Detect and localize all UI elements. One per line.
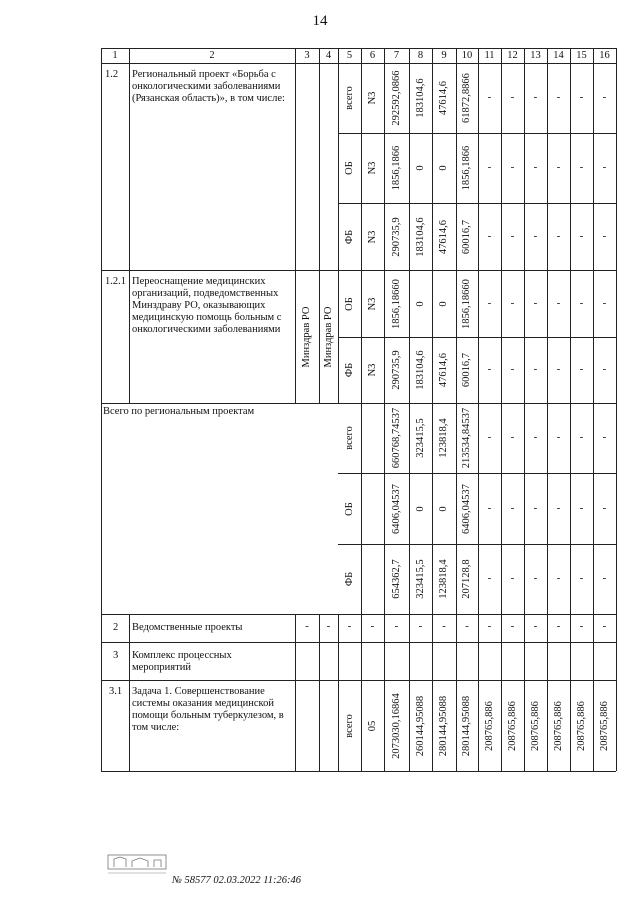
dash-cell: - — [510, 296, 515, 309]
dash-cell: - — [418, 620, 423, 632]
column-header-13: 13 — [530, 50, 541, 61]
table-top-border — [101, 48, 616, 49]
cell-c8: 0 — [414, 505, 426, 512]
dash-cell: - — [533, 431, 538, 443]
column-header-7: 7 — [393, 50, 400, 61]
dash-cell: - — [579, 296, 584, 309]
dash-cell: - — [442, 620, 446, 632]
cell-c7: 290735,9 — [390, 350, 402, 390]
cell-c7: 290735,9 — [390, 216, 402, 257]
dash-cell: - — [556, 431, 561, 443]
cell-c7: 1856,1866 — [390, 145, 402, 191]
cell-c6: 05 — [366, 720, 378, 731]
cell-c6: N3 — [366, 297, 378, 310]
dash-cell: - — [487, 229, 492, 242]
dash-cell: - — [579, 620, 584, 632]
cell-c9: 0 — [438, 505, 449, 512]
cell-c7: 6406,04537 — [390, 483, 402, 534]
dash-cell: - — [510, 501, 515, 514]
dash-cell: - — [347, 620, 352, 632]
row-border — [101, 270, 616, 271]
cell-c6: N3 — [366, 91, 378, 105]
row-number: 1.2 — [105, 69, 119, 80]
dash-cell: - — [556, 363, 561, 375]
cell-c12: 208765,886 — [506, 700, 518, 751]
column-header-14: 14 — [553, 50, 564, 61]
cell-c8: 183104,6 — [414, 216, 426, 257]
cell-c14: 208765,886 — [552, 700, 564, 751]
dash-cell: - — [602, 229, 607, 242]
column-header-6: 6 — [369, 50, 376, 61]
dash-cell: - — [510, 572, 515, 584]
cell-c8: 323415,5 — [414, 418, 426, 458]
column-header-10: 10 — [461, 50, 473, 61]
dash-cell: - — [533, 229, 538, 242]
registration-footer: № 58577 02.03.2022 11:26:46 — [172, 875, 301, 886]
column-header-8: 8 — [417, 50, 424, 61]
column-header-12: 12 — [507, 50, 518, 61]
dash-cell: - — [602, 572, 607, 584]
dash-cell: - — [510, 363, 515, 375]
dash-cell: - — [602, 296, 607, 309]
dash-cell: - — [533, 572, 538, 584]
dash-cell: - — [579, 161, 584, 173]
cell-c10: 280144,95088 — [461, 695, 472, 756]
column-border — [456, 48, 457, 771]
dash-cell: - — [487, 296, 492, 309]
column-header-9: 9 — [441, 50, 447, 61]
column-header-11: 11 — [484, 50, 495, 61]
cell-c8: 260144,95088 — [414, 695, 426, 756]
column-border — [570, 48, 571, 771]
header-bottom-border — [101, 63, 616, 64]
row-number: 1.2.1 — [105, 276, 126, 287]
dash-cell: - — [579, 501, 584, 514]
cell-c6: N3 — [366, 230, 378, 243]
dash-cell: - — [579, 91, 584, 103]
row-title: Задача 1. Совершенствование системы оказания медицинской помощи больным туберкулезом, в том числе: — [132, 686, 284, 733]
column-border — [501, 48, 502, 771]
cell-c7: 292592,0866 — [390, 70, 402, 126]
dash-cell: - — [602, 91, 607, 103]
dash-cell: - — [533, 620, 538, 632]
dash-cell: - — [556, 572, 561, 584]
row-title: Переоснащение медицинских организаций, подведомственных Минздраву РО, оказывающих медицинскую помощь больным с онкологическими заболеваниями — [132, 276, 282, 335]
dash-cell: - — [579, 431, 584, 443]
column-border — [616, 48, 617, 771]
cell-c13: 208765,886 — [529, 700, 541, 751]
cell-c10: 60016,7 — [461, 219, 472, 254]
dash-cell: - — [326, 620, 331, 632]
dash-cell: - — [602, 363, 607, 375]
column-border — [432, 48, 433, 771]
dash-cell: - — [579, 363, 584, 375]
dash-cell: - — [487, 363, 492, 375]
cell-c7: 654362,7 — [390, 559, 402, 599]
column-border — [295, 614, 296, 771]
column-border — [319, 48, 320, 403]
dash-cell: - — [487, 161, 492, 173]
dash-cell: - — [579, 572, 584, 584]
cell-c7: 1856,18660 — [390, 278, 402, 329]
cell-c10: 207128,8 — [461, 559, 472, 599]
dash-cell: - — [533, 91, 538, 103]
cell-c5: всего — [343, 86, 355, 110]
cell-c8: 183104,6 — [414, 350, 426, 390]
column-header-16: 16 — [599, 50, 610, 61]
column-header-4: 4 — [325, 50, 332, 61]
dash-cell: - — [487, 620, 492, 632]
dash-cell: - — [510, 161, 515, 173]
dash-cell: - — [370, 620, 375, 632]
cell-c10: 213534,84537 — [461, 407, 472, 469]
row-title: Региональный проект «Борьба с онкологическими заболеваниями (Рязанская область)», в том числе: — [132, 69, 285, 104]
column-border — [478, 48, 479, 771]
dash-cell: - — [487, 501, 492, 514]
cell-c10: 61872,8866 — [461, 73, 472, 123]
subrow-border — [338, 133, 616, 134]
dash-cell: - — [556, 620, 561, 632]
column-border — [338, 48, 339, 403]
dash-cell: - — [602, 501, 607, 514]
dash-cell: - — [510, 620, 515, 632]
cell-c5: ОБ — [343, 161, 355, 175]
cell-c9: 47614,6 — [438, 80, 449, 116]
dash-cell: - — [533, 501, 538, 514]
subrow-border — [338, 544, 616, 545]
dash-cell: - — [465, 620, 469, 632]
cell-c9: 0 — [438, 300, 449, 307]
dash-cell: - — [556, 229, 561, 242]
cell-c5: ФБ — [343, 362, 355, 378]
cell-c5: ФБ — [343, 229, 355, 244]
row-number: 3 — [113, 650, 119, 661]
column-border — [361, 48, 362, 771]
co-executor: Минздрав РО — [322, 306, 334, 367]
cell-c10: 1856,18660 — [461, 278, 472, 329]
dash-cell: - — [487, 91, 492, 103]
cell-c16: 208765,886 — [598, 700, 610, 751]
cell-c15: 208765,886 — [575, 700, 587, 751]
cell-c5: ОБ — [343, 501, 355, 516]
cell-c8: 183104,6 — [414, 78, 426, 118]
cell-c5: всего — [343, 713, 355, 738]
cell-c5: всего — [343, 426, 355, 450]
column-border — [101, 48, 102, 771]
cell-c10: 6406,04537 — [461, 483, 472, 534]
dash-cell: - — [394, 620, 399, 632]
cell-c10: 1856,1866 — [461, 145, 472, 191]
row-number: 2 — [113, 622, 119, 633]
dash-cell: - — [510, 91, 515, 103]
cell-c6: N3 — [366, 161, 378, 175]
page-number: 14 — [312, 13, 328, 29]
dash-cell: - — [602, 620, 607, 632]
column-border — [593, 48, 594, 771]
column-header-15: 15 — [576, 50, 587, 61]
subrow-border — [338, 337, 616, 338]
dash-cell: - — [533, 161, 538, 173]
cell-c5: ОБ — [343, 296, 355, 311]
cell-c7: 2073030,16864 — [390, 692, 402, 759]
column-border — [547, 48, 548, 771]
cell-c9: 123818,4 — [438, 559, 449, 599]
dash-cell: - — [510, 229, 515, 242]
dash-cell: - — [556, 91, 561, 103]
cell-c9: 47614,6 — [438, 219, 449, 254]
column-border — [338, 614, 339, 771]
dash-cell: - — [556, 501, 561, 514]
dash-cell: - — [533, 363, 538, 375]
cell-c5: ФБ — [343, 571, 355, 587]
dash-cell: - — [556, 161, 561, 173]
column-border — [524, 48, 525, 771]
row-border — [101, 403, 616, 404]
row-title: Комплекс процессных мероприятий — [132, 650, 232, 673]
cell-c9: 123818,4 — [438, 418, 449, 458]
cell-c8: 323415,5 — [414, 559, 426, 599]
cell-c7: 660768,74537 — [390, 407, 402, 469]
column-header-2: 2 — [209, 50, 215, 61]
column-border — [295, 48, 296, 403]
column-header-5: 5 — [346, 50, 353, 61]
cell-c11: 208765,886 — [483, 700, 495, 751]
column-border — [384, 48, 385, 771]
column-header-3: 3 — [304, 50, 310, 61]
cell-c9: 280144,95088 — [438, 695, 449, 756]
cell-c10: 60016,7 — [461, 352, 472, 388]
responsible-executor: Минздрав РО — [301, 306, 312, 367]
dash-cell: - — [305, 620, 309, 632]
row-border — [101, 614, 616, 615]
cell-c9: 0 — [438, 165, 449, 171]
cell-c9: 47614,6 — [438, 352, 449, 388]
dash-cell: - — [533, 296, 538, 309]
dash-cell: - — [487, 572, 492, 584]
cell-c8: 0 — [414, 300, 426, 307]
row-title: Ведомственные проекты — [132, 622, 243, 633]
column-border — [409, 48, 410, 771]
dash-cell: - — [602, 431, 607, 443]
agency-logo — [106, 853, 168, 877]
column-header-1: 1 — [112, 50, 118, 61]
row-title: Всего по региональным проектам — [103, 406, 255, 417]
row-number: 3.1 — [109, 686, 123, 697]
row-border — [101, 642, 616, 643]
dash-cell: - — [602, 161, 607, 173]
column-border — [319, 614, 320, 771]
subrow-border — [338, 473, 616, 474]
dash-cell: - — [556, 296, 561, 309]
cell-c8: 0 — [414, 165, 426, 171]
column-border — [129, 48, 130, 403]
subrow-border — [338, 203, 616, 204]
dash-cell: - — [579, 229, 584, 242]
dash-cell: - — [487, 431, 492, 443]
cell-c6: N3 — [366, 363, 378, 377]
dash-cell: - — [510, 431, 515, 443]
